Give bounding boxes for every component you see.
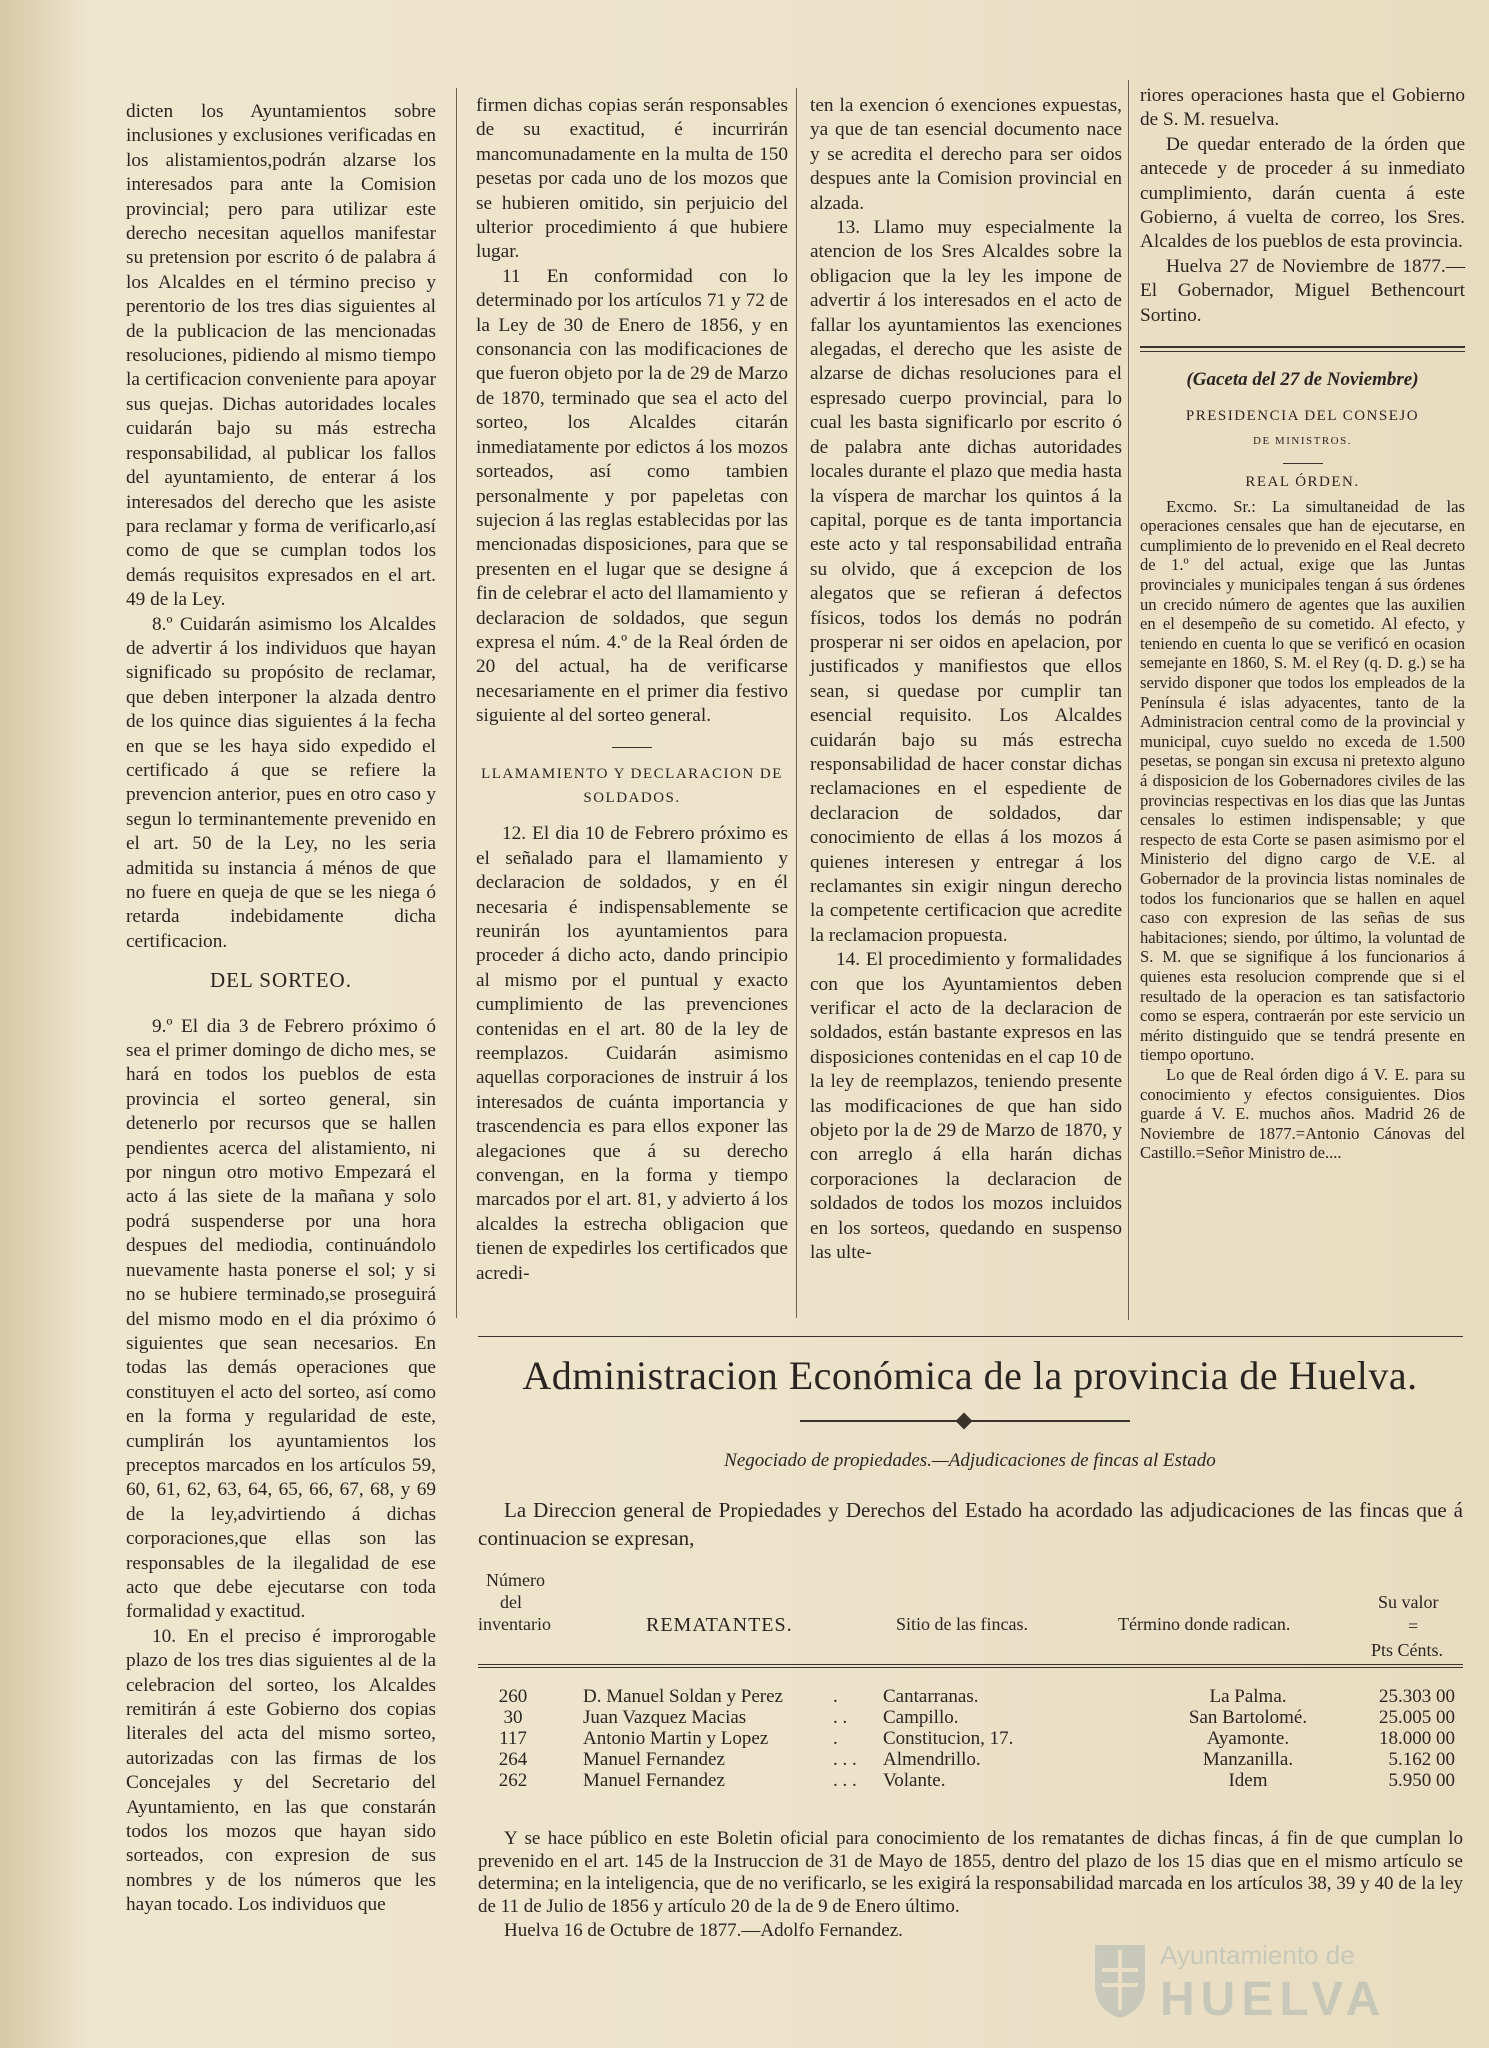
col3-paragraph-3: 14. El procedimiento y formalidades con que los Ayuntamientos deben verificar el acto de la declaracion de soldados, están bastante expresos en las disposiciones contenidas en el cap 10 de la ley de reemplazos, teniendo presente las modificaciones de que han sido objeto por la de 29 de Marzo de 1870, y con arreglo á ella harán dichas corporaciones la declaracion de soldados de todos los mozos incluidos en los sorteos, quedando en suspenso las ulte- <box>810 949 1122 1264</box>
bottom-section-rule <box>478 1336 1463 1337</box>
title-ornament-diamond <box>956 1413 973 1430</box>
cell-dots: . . . <box>833 1770 857 1791</box>
col1-paragraph-2: 8.º Cuidarán asimismo los Alcaldes de advertir á los individuos que hayan significado su propósito de reclamar, que deben interponer la alzada dentro de los quince dias siguientes á la fecha en que se les haya sido expedido el certificado á que se refiere la prevencion anterior, pues en otro caso y segun lo terminantemente prevenido en el art. 50 de la Ley, no les seria admitida su instancia á ménos de que no fuere en queja de que se les niega ó retarda indebidamente dicha certificacion. <box>126 613 436 952</box>
table-row <box>478 1749 1463 1770</box>
cell-num: 30 <box>503 1707 523 1728</box>
shield-icon <box>1090 1940 1150 2020</box>
header-pts: Pts Cénts. <box>1371 1640 1444 1660</box>
closing-signature: Huelva 16 de Octubre de 1877.—Adolfo Fernandez. <box>504 1920 903 1942</box>
col3-paragraph-1: ten la exencion ó exenciones expuestas, ya que de tan esencial documento nace y se acredita el derecho para ser oidos despues ante la Comision provincial en alzada. <box>810 95 1122 214</box>
col1-paragraph-1: dicten los Ayuntamientos sobre inclusiones y exclusiones verificadas en los alistamientos,podrán alzarse los interesados para ante la Comision provincial; pero para utilizar este derecho necesitan aquellos manifestar su pretension por escrito ó de palabra á los Alcaldes en el término preciso y perentorio de los tres dias siguientes al de la publicacion de las mencionadas resoluciones, pidiendo al mismo tiempo la certificacion conveniente para apoyar sus quejas. Dichas autoridades locales cuidarán bajo su más estrecha responsabilidad, al publicar los fallos del ayuntamiento, de enterar á los interesados del derecho que les asiste para reclamar y forma de verificarlo,así como de que se cumplan todos los demás requisitos expresados en el art. 49 de la Ley. <box>126 101 436 611</box>
col4-rule <box>1140 346 1465 352</box>
cell-site: Campillo. <box>883 1707 959 1728</box>
adjudications-table <box>478 1686 1463 1791</box>
header-eq: = <box>1408 1616 1419 1636</box>
col1-heading-sorteo: DEL SORTEO. <box>210 968 352 993</box>
col2-paragraph-1: firmen dichas copias serán responsables de su exactitud, é incurrirán mancomunadamente en la multa de 150 pesetas por cada uno de los mozos que se hubieren omitido, sin perjuicio del ulterior procedimiento á que hubiere lugar. <box>476 95 788 263</box>
cell-name: Manuel Fernandez <box>583 1770 725 1791</box>
watermark-line2: HUELVA <box>1160 1973 1387 2026</box>
cell-num: 117 <box>499 1728 527 1749</box>
admin-subtitle: Negociado de propiedades.—Adjudicaciones de fincas al Estado <box>724 1450 1216 1471</box>
cell-site: Constitucion, 17. <box>883 1728 1014 1749</box>
cell-dots: . . . <box>833 1749 857 1770</box>
watermark-logo <box>1090 1930 1470 2040</box>
cell-value: 5.162 00 <box>1388 1749 1455 1770</box>
column-1 <box>126 100 436 1918</box>
table-header-rule <box>478 1664 1463 1668</box>
col4-paragraph-1: riores operaciones hasta que el Gobierno de S. M. resuelva. <box>1140 85 1465 131</box>
col4-paragraph-2: De quedar enterado de la órden que antecede y de proceder á su inmediato cumplimiento, darán cuenta á este Gobierno, á vuelta de correo, los Sres. Alcaldes de los pueblos de esta provincia. <box>1140 133 1465 253</box>
header-valor: Su valor <box>1378 1592 1439 1612</box>
column-3 <box>810 94 1122 1266</box>
royal-order-text: Excmo. Sr.: La simultaneidad de las operaciones censales que han de ejecutarse, en cumplimiento de lo prevenido en el Real decreto de 1.º del actual, exige que las Juntas provinciales y municipales tengan á sus órdenes un crecido número de agentes que las auxilien en el desempeño de su cometido. Al efecto, y teniendo en cuenta lo que se verificó en ocasion semejante en 1860, S. M. el Rey (q. D. g.) se ha servido disponer que todos los empleados de la Península é islas adyacentes, tanto de la Administracion central como de la provincial y municipal, cuyo sueldo no exceda de 1.500 pesetas, se pongan sin excusa ni pretexto alguno á disposicion de los Gobernadores civiles de las provincias respectivas en los dias que las Juntas censales lo estimen indispensable; y que respecto de esta Corte se pasen asimismo por el Ministerio del digno cargo de V.E. al Gobernador de la provincia listas nominales de todos los funcionarios que se hallen en aquel caso con expresion de las señas de sus habitaciones; siendo, por último, la voluntad de S. M. que se signifique á los funcionarios á quienes esta resolucion comprende que si el resultado de la operacion es tan satisfactorio como se espera, contraerán por este servicio un mérito distinguido que se tendrá presente en tiempo oportuno. <box>1140 496 1465 1065</box>
cell-num: 262 <box>498 1770 528 1791</box>
header-del: del <box>500 1592 522 1612</box>
cell-value: 18.000 00 <box>1379 1728 1455 1749</box>
column-2 <box>476 94 788 1286</box>
column-divider-1 <box>456 88 457 1318</box>
col1-paragraph-3: 9.º El dia 3 de Febrero próximo ó sea el primer domingo de dicho mes, se hará en todos los pueblos de esta provincia el sorteo general, sin detenerlo por recursos que se hallen pendientes acerca del alistamiento, ni por ningun otro motivo Empezará el acto á las siete de la mañana y solo podrá suspenderse por una hora despues del mediodia, continuándolo nuevamente hasta ponerse el sol; y si no se hubiere terminado,se proseguirá del mismo modo en el dia próximo ó siguientes que sean necesarios. En todas las demás operaciones que constituyen el acto del sorteo, así como en la forma y regularidad de este, cumplirán los ayuntamientos los preceptos marcados en los artículos 59, 60, 61, 62, 63, 64, 65, 66, 67, 68, y 69 de la ley,advirtiendo á dichas corporaciones,que ellas son las responsables de la ilegalidad de ese acto que debe ejecutarse con toda formalidad y exactitud. <box>126 1015 436 1623</box>
cell-site: Cantarranas. <box>883 1686 979 1707</box>
ministers-heading: DE MINISTROS. <box>1253 434 1352 447</box>
cell-name: Antonio Martin y Lopez <box>583 1728 769 1749</box>
col4-signature: Huelva 27 de Noviembre de 1877.—El Gobernador, Miguel Bethencourt Sortino. <box>1140 255 1465 326</box>
cell-term: Manzanilla. <box>1202 1749 1294 1770</box>
cell-term: Idem <box>1228 1770 1268 1791</box>
header-numero: Número <box>486 1570 545 1590</box>
col2-rule <box>612 747 652 748</box>
header-sitio: Sitio de las fincas. <box>896 1614 1028 1634</box>
admin-intro: La Direccion general de Propiedades y Derechos del Estado ha acordado las adjudicaciones de las fincas que á continuacion se expresan, <box>478 1498 1463 1550</box>
col1-paragraph-4: 10. En el preciso é improrogable plazo de los tres dias siguientes al de la celebracion del sorteo, los Alcaldes remitirán á este Gobierno dos copias literales del acta del mismo sorteo, autorizadas con las firmas de los Concejales y del Secretario del Ayuntamiento, en las que constarán todos los mozos que hayan sido sorteados, con expresion de sus nombres y de los números que les hayan tocado. Los individuos que <box>126 1625 436 1916</box>
cell-num: 264 <box>498 1749 528 1770</box>
cell-term: Ayamonte. <box>1206 1728 1290 1749</box>
cell-dots: . . <box>833 1707 848 1728</box>
cell-site: Almendrillo. <box>883 1749 981 1770</box>
column-divider-2 <box>796 88 797 1318</box>
cell-term: San Bartolomé. <box>1188 1707 1308 1728</box>
cell-name: Juan Vazquez Macias <box>583 1707 747 1728</box>
presidency-heading: PRESIDENCIA DEL CONSEJO <box>1185 408 1420 425</box>
gazette-heading: (Gaceta del 27 de Noviembre) <box>1186 369 1419 391</box>
column-4 <box>1140 84 1465 1163</box>
table-row <box>478 1686 1463 1707</box>
table-row <box>478 1770 1463 1791</box>
cell-dots: . <box>833 1728 838 1749</box>
table-row <box>478 1707 1463 1728</box>
table-row <box>478 1728 1463 1749</box>
header-inventario: inventario <box>478 1614 551 1634</box>
col3-paragraph-2: 13. Llamo muy especialmente la atencion de los Sres Alcaldes sobre la obligacion que la ley les impone de advertir á los interesados en el acto de fallar los ayuntamientos las exenciones alegadas, el derecho que les asiste de alzarse de dichas resoluciones para el espresado cuerpo provincial, para lo cual les basta significarlo por escrito ó de palabra ante dichas autoridades locales durante el plazo que media hasta la víspera de marchar los quintos á la capital, porque es de tanta importancia este acto y tal responsabilidad entraña su olvido, que á excepcion de los alegatos que se refieran á defectos físicos, todos los demás no podrán prosperar ni ser oidos en apelacion, por justificados y manifiestos que ellos sean, si quedase por cumplir tan esencial requisito. Los Alcaldes cuidarán bajo su más estrecha responsabilidad de hacer constar dichas reclamaciones en el espediente de declaracion de soldados, dar conocimiento de ellas á los mozos á quienes interesen y entregar á los reclamantes sin exigir ningun derecho la competente certificacion que acredite la reclamacion propuesta. <box>810 217 1122 946</box>
col2-heading-llamamiento: LLAMAMIENTO Y DECLARACION DE SOLDADOS. <box>481 765 783 806</box>
cell-value: 25.005 00 <box>1379 1707 1455 1728</box>
col2-paragraph-2: 11 En conformidad con lo determinado por los artículos 71 y 72 de la Ley de 30 de Enero de 1856, y en consonancia con las modificaciones de que fueron objeto por la de 29 de Marzo de 1870, terminado que sea el acto del sorteo, los Alcaldes citarán inmediatamente por edictos á los mozos sorteados, así como tambien personalmente y por papeletas con sujecion á las reglas establecidas por las mencionadas disposiciones, para que se presenten en el lugar que se designe á fin de celebrar el acto del llamamiento y declaracion de soldados, que segun expresa el núm. 4.º de la Real órden de 20 del actual, ha de verificarse necesariamente en el primer dia festivo siguiente al del sorteo general. <box>476 265 788 727</box>
cell-value: 5.950 00 <box>1388 1770 1455 1791</box>
admin-title: Administracion Económica de la provincia de Huelva. <box>522 1353 1418 1398</box>
cell-value: 25.303 00 <box>1379 1686 1455 1707</box>
closing-text <box>478 1828 1463 1943</box>
royal-order-heading: REAL ÓRDEN. <box>1245 474 1360 491</box>
royal-order-closing: Lo que de Real órden digo á V. E. para su conocimiento y efectos consiguientes. Dios guarde á V. E. muchos años. Madrid 26 de Noviembre de 1877.=Antonio Cánovas del Castillo.=Señor Ministro de.... <box>1140 1064 1465 1163</box>
table-header <box>478 1570 1463 1666</box>
cell-name: Manuel Fernandez <box>583 1749 725 1770</box>
column-divider-3 <box>1128 80 1129 1320</box>
col4-short-rule <box>1283 463 1323 464</box>
watermark-line1: Ayuntamiento de <box>1160 1940 1355 1970</box>
cell-site: Volante. <box>883 1770 946 1791</box>
closing-paragraph: Y se hace público en este Boletin oficial para conocimiento de los rematantes de dichas fincas, á fin de que cumplan lo prevenido en el art. 145 de la Instruccion de 31 de Mayo de 1855, dentro del plazo de los 15 dias que en el mismo artículo se determina; en la inteligencia, que de no verificarlo, se les exigirá la responsabilidad marcada en los artículos 38, 39 y 40 de la ley de 11 de Julio de 1856 y artículo 20 de la de 9 de Enero último. <box>478 1828 1463 1917</box>
cell-dots: . <box>833 1686 838 1707</box>
header-termino: Término donde radican. <box>1118 1614 1291 1634</box>
cell-name: D. Manuel Soldan y Perez <box>583 1686 783 1707</box>
cell-term: La Palma. <box>1209 1686 1287 1707</box>
col2-paragraph-3: 12. El dia 10 de Febrero próximo es el señalado para el llamamiento y declaracion de soldados, y en él necesaria é indispensablemente se reunirán los ayuntamientos para proceder á dicho acto, dando principio al mismo por el puntual y exacto cumplimiento de las prevenciones contenidas en el art. 80 de la ley de reemplazos. Cuidarán asimismo aquellas corporaciones de instruir á los interesados de cuánta importancia y trascendencia es para ellos exponer las alegaciones que á su derecho convengan, en la forma y tiempo marcados por el art. 81, y advierto á los alcaldes la estrecha obligacion que tienen de expedirles los certificados que acredi- <box>476 823 788 1284</box>
cell-num: 260 <box>498 1686 528 1707</box>
header-rematantes: REMATANTES. <box>646 1614 793 1636</box>
